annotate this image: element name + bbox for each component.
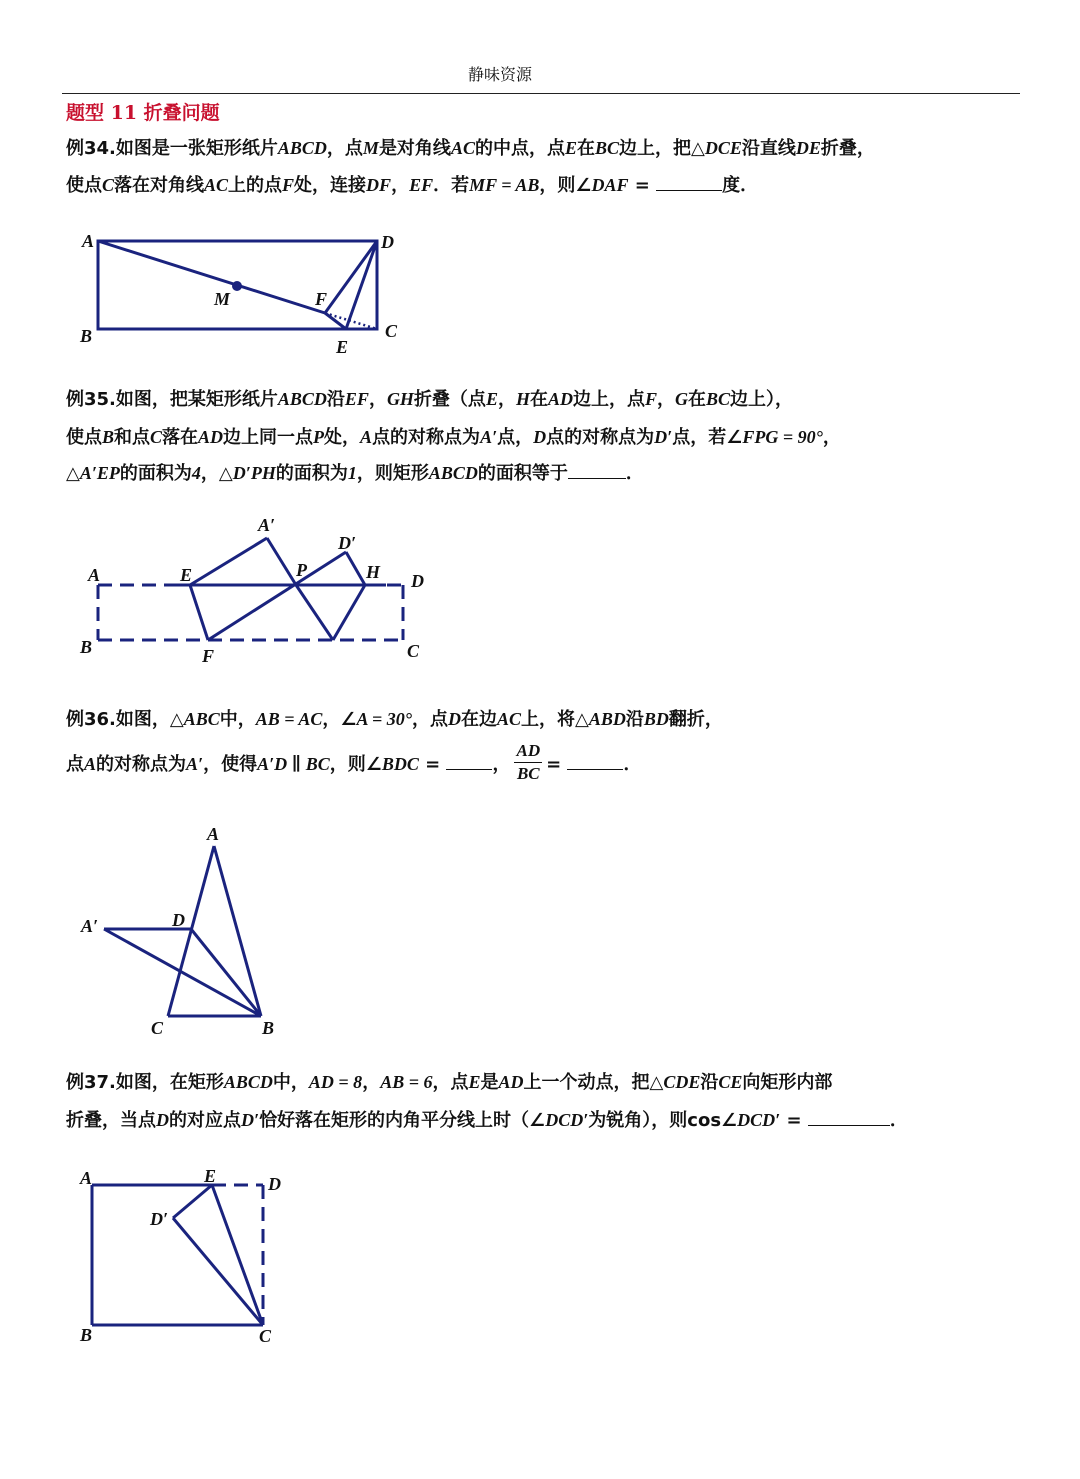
math-text: DAF (591, 175, 629, 195)
math-text: E (485, 389, 498, 409)
label-a1-36: A′ (81, 916, 99, 936)
text-run: 上的点 (228, 175, 283, 196)
text-run: 翻折， (668, 709, 723, 730)
math-text: DCD′ (545, 1110, 589, 1130)
math-text: EF (409, 175, 434, 195)
math-text: ABCD (223, 1072, 273, 1092)
text-run: 中， (219, 709, 256, 730)
side-ab (214, 846, 261, 1016)
math-text: A′ (186, 753, 204, 774)
math-text: DCE (704, 138, 742, 158)
segment-fd (325, 241, 377, 313)
text-run: 度． (722, 175, 759, 196)
figure-37-labels (79, 1166, 281, 1346)
text-run: ，则∠ (539, 175, 592, 196)
label-f-35: F (202, 646, 215, 666)
math-text: AD (547, 389, 573, 409)
text-run: 例36.如图，△ (66, 709, 184, 730)
text-run: ， (362, 1072, 381, 1093)
text-run: 例37.如图，在矩形 (66, 1072, 224, 1093)
text-run: ，△ (200, 463, 233, 484)
label-c-34: C (385, 321, 398, 341)
text-run: ，使得 (203, 753, 258, 775)
label-d-35: D (411, 571, 424, 591)
text-run: 使点 (66, 427, 102, 448)
math-text: E (468, 1072, 481, 1092)
math-text: BDC (381, 753, 419, 774)
math-text: ABCD (428, 463, 478, 483)
label-b-35: B (80, 637, 93, 657)
text-run: ． (889, 1110, 908, 1131)
math-text: AC (450, 138, 475, 158)
text-run: = (780, 1110, 808, 1131)
text-run: ，点 (326, 138, 363, 159)
text-run: ， (657, 389, 675, 410)
label-d-37: D (268, 1174, 281, 1194)
text-run: △ (66, 463, 80, 484)
math-text: ABCD (277, 138, 327, 158)
math-text: C (102, 175, 115, 195)
text-run: 在边 (461, 709, 497, 730)
math-text: FPG = 90° (742, 427, 823, 447)
math-text: BC (706, 389, 731, 409)
text-run: 点的对称点为 (546, 427, 655, 448)
math-text: G (675, 389, 688, 409)
figure-35 (98, 538, 403, 640)
text-run: 点的对称点为 (372, 427, 481, 448)
segment-ec (212, 1185, 263, 1325)
figure-34 (98, 241, 377, 329)
text-run: 的面积为 (119, 463, 192, 484)
label-d-36: D (172, 910, 185, 930)
math-text: A′D ∥ BC (257, 753, 330, 774)
label-a1-35: A′ (258, 515, 276, 535)
segment-a1b (104, 929, 261, 1016)
segment-gh (333, 585, 365, 640)
label-b-37: B (80, 1325, 93, 1345)
math-text: A (360, 427, 373, 447)
fraction-denominator: BC (516, 764, 540, 783)
segment-ed1 (173, 1185, 212, 1218)
label-d1-37: D′ (150, 1209, 169, 1229)
math-text: D′ (241, 1110, 260, 1130)
text-run: 边上，点 (572, 389, 645, 410)
math-text: D′PH (232, 463, 276, 483)
figure-37 (92, 1185, 263, 1325)
section-title: 题型 11 折叠问题 (66, 102, 220, 124)
label-f-34: F (315, 289, 328, 309)
segment-a1p (267, 538, 296, 585)
fraction-numerator: AD (514, 740, 542, 763)
segment-ed (346, 241, 377, 329)
text-run: 为锐角），则cos∠ (588, 1110, 738, 1131)
math-text: D (448, 709, 461, 729)
text-run: 边上同一点 (223, 427, 314, 448)
text-run: 沿直线 (741, 138, 796, 159)
text-run: 折叠，当点 (66, 1110, 156, 1131)
math-text: AD = 8 (308, 1072, 363, 1092)
math-text: MF = AB (469, 175, 540, 195)
text-run: 点， (497, 427, 534, 448)
label-m-34: M (214, 289, 231, 309)
text-run: 的对应点 (169, 1110, 241, 1131)
text-run: ，则矩形 (356, 463, 429, 484)
text-run: ， (492, 753, 511, 775)
text-run: ． (625, 463, 644, 484)
math-text: GH (386, 389, 414, 409)
label-c-37: C (259, 1326, 272, 1346)
text-run: 例34.如图是一张矩形纸片 (66, 138, 278, 159)
page-header: 静味资源 (467, 65, 532, 84)
text-run: ，∠ (322, 709, 357, 730)
math-text: AC (497, 709, 522, 729)
text-run: 在 (688, 389, 706, 410)
label-p-35: P (296, 560, 307, 580)
text-run: 的中点，点 (474, 138, 565, 159)
text-run: 点 (66, 753, 84, 775)
label-d-34: D (381, 232, 394, 252)
label-a-36: A (207, 824, 220, 844)
math-text: D (156, 1110, 169, 1130)
math-text: BD (643, 709, 669, 729)
label-h-35: H (366, 562, 381, 582)
math-text: AB = 6 (380, 1072, 433, 1092)
label-e-37: E (204, 1166, 217, 1186)
text-run: ， (368, 389, 387, 410)
text-run: = (628, 175, 657, 196)
math-text: M (362, 138, 379, 158)
text-run: 落在 (162, 427, 199, 448)
math-text: A = 30° (356, 709, 412, 729)
text-run: 折叠（点 (413, 389, 486, 410)
text-run: ， (822, 427, 841, 448)
text-run: ，点 (432, 1072, 469, 1093)
text-run: 的面积等于 (477, 463, 568, 484)
text-run: 是对角线 (378, 138, 451, 159)
math-text: ABC (183, 709, 220, 729)
math-text: DE (795, 138, 821, 158)
math-text: ABCD (277, 389, 327, 409)
math-text: B (102, 427, 115, 447)
text-run: ，点 (412, 709, 448, 730)
math-text: A′EP (79, 463, 120, 483)
text-run: ， (497, 389, 516, 410)
text-run: ，则∠ (329, 753, 382, 775)
segment-d1h (346, 552, 365, 585)
label-c-36: C (151, 1018, 164, 1038)
math-text: ABD (588, 709, 626, 729)
math-text: A (84, 753, 97, 774)
math-text: F (644, 389, 657, 409)
math-text: E (564, 138, 577, 158)
label-d1-35: D′ (338, 533, 357, 553)
text-run: ．若 (433, 175, 470, 196)
text-run: 落在对角线 (114, 175, 205, 196)
text-run: 的面积为 (275, 463, 348, 484)
text-run: 沿 (326, 389, 345, 410)
math-text: H (515, 389, 530, 409)
midpoint-m-dot (232, 281, 242, 291)
math-text: F (282, 175, 295, 195)
math-text: DF (366, 175, 392, 195)
text-run: ， (391, 175, 410, 196)
label-a-37: A (80, 1168, 93, 1188)
label-a-34: A (82, 231, 95, 251)
text-run: 边上，把△ (618, 138, 705, 159)
text-run: 处，连接 (294, 175, 367, 196)
math-text: DCD′ (737, 1110, 781, 1130)
label-c-35: C (407, 641, 420, 661)
text-run: 使点 (66, 175, 102, 196)
math-text: AD (198, 427, 224, 447)
text-run: ． (623, 753, 642, 775)
math-text: 4 (191, 463, 201, 483)
math-text: C (150, 427, 163, 447)
label-e-35: E (180, 565, 193, 585)
text-run: 和点 (114, 427, 151, 448)
figure-36 (104, 846, 261, 1016)
text-run: 在 (576, 138, 595, 159)
text-run: 向矩形内部 (742, 1072, 833, 1093)
figure-35-labels (79, 515, 424, 666)
text-run: = (418, 753, 447, 775)
math-text: AB = AC (255, 709, 323, 729)
text-run: 是 (480, 1072, 499, 1093)
text-run: 中， (272, 1072, 309, 1093)
math-text: A′ (480, 427, 498, 447)
text-run: = (546, 753, 568, 775)
math-text: EF (344, 389, 369, 409)
math-text: AC (204, 175, 229, 195)
diagonal-af (98, 241, 328, 313)
label-b-36: B (262, 1018, 275, 1038)
segment-ef (190, 585, 208, 640)
segment-ea1 (190, 538, 267, 585)
text-run: 例35.如图，把某矩形纸片 (66, 389, 278, 410)
text-run: 沿 (625, 709, 644, 730)
label-a-35: A (88, 565, 101, 585)
text-run: 上一个动点，把△ (523, 1072, 664, 1093)
text-run: 沿 (700, 1072, 719, 1093)
text-run: 的对称点为 (96, 753, 187, 775)
math-text: D′ (654, 427, 673, 447)
text-run: 在 (529, 389, 548, 410)
text-run: 点，若∠ (672, 427, 743, 448)
text-run: 上，将△ (521, 709, 589, 730)
segment-d1c (173, 1218, 263, 1325)
text-run: 折叠， (820, 138, 875, 159)
label-e-34: E (336, 337, 349, 357)
label-b-34: B (80, 326, 93, 346)
text-run: 恰好落在矩形的内角平分线上时（∠ (259, 1110, 546, 1131)
math-text: 1 (347, 463, 357, 483)
segment-pg (296, 585, 333, 640)
math-text: BC (594, 138, 619, 158)
math-text: D (533, 427, 547, 447)
text-run: 处， (324, 427, 361, 448)
math-text: P (313, 427, 325, 447)
math-text: AD (498, 1072, 524, 1092)
math-text: CDE (663, 1072, 701, 1092)
text-run: 边上）， (730, 389, 794, 410)
math-text: CE (718, 1072, 743, 1092)
